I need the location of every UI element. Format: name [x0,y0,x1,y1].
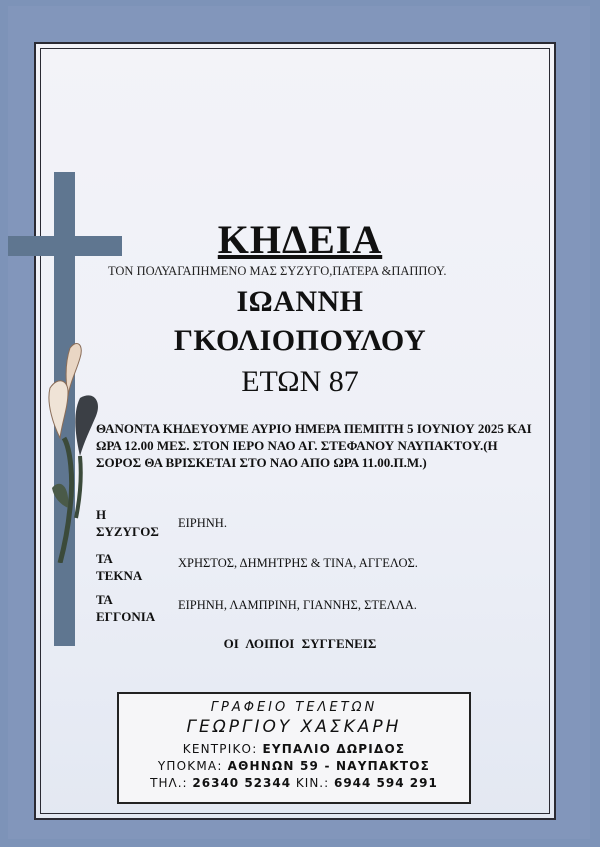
mourner-label-children: ΤΑ ΤΕΚΝΑ [96,551,143,583]
mourner-label-spouse: Η ΣΥΖΥΓΟΣ [96,507,159,539]
office-branch-address: ΥΠΟΚΜΑ: ΑΘΗΝΩΝ 59 - ΝΑΥΠΑΚΤΟΣ [157,759,431,773]
mourner-names-children: ΧΡΗΣΤΟΣ, ΔΗΜΗΤΡΗΣ & ΤΙΝΑ, ΑΓΓΕΛΟΣ. [178,556,418,570]
deceased-last-name: ΓΚΟΛΙΟΠΟΥΛΟΥ [173,324,427,357]
deceased-age: ΕΤΩΝ 87 [241,365,359,398]
notice-title: ΚΗΔΕΙΑ [217,217,383,262]
office-phones: ΤΗΛ.: 26340 52344 ΚΙΝ.: 6944 594 291 [150,776,438,790]
mourner-names-grandchildren: ΕΙΡΗΝΗ, ΛΑΜΠΡΙΝΗ, ΓΙΑΝΝΗΣ, ΣΤΕΛΛΑ. [178,598,417,612]
notice-subtitle: ΤΟΝ ΠΟΛΥΑΓΑΠΗΜΕΝΟ ΜΑΣ ΣΥΖΥΓΟ,ΠΑΤΕΡΑ &ΠΑΠΠΟΥ. [108,264,447,278]
other-relatives: ΟΙ ΛΟΙΠΟΙ ΣΥΓΓΕΝΕΙΣ [223,636,377,651]
deceased-first-name: ΙΩΑΝΝΗ [236,285,364,318]
mourner-label-grandchildren: ΤΑ ΕΓΓΟΝΙΑ [96,592,156,624]
funeral-office-box [117,692,471,804]
mourner-names-spouse: ΕΙΡΗΝΗ. [178,516,227,530]
office-name: ΓΕΩΡΓΙΟΥ ΧΑΣΚΑΡΗ [186,717,402,737]
office-main-address: ΚΕΝΤΡΙΚΟ: ΕΥΠΑΛΙΟ ΔΩΡΙΔΟΣ [182,742,406,756]
office-heading: ΓΡΑΦΕΙΟ ΤΕΛΕΤΩΝ [210,700,378,715]
funeral-announcement: ΘΑΝΟΝΤΑ ΚΗΔΕΥΟΥΜΕ ΑΥΡΙΟ ΗΜΕΡΑ ΠΕΜΠΤΗ 5 ΙΟΥΝΙΟΥ 2025 ΚΑΙ ΩΡΑ 12.00 ΜΕΣ. ΣΤΟΝ ΙΕΡΟ ΝΑΟ ΑΓ. ΣΤΕΦΑΝΟΥ ΝΑΥΠΑΚΤΟΥ.(Η ΣΟΡΟΣ ΘΑ ΒΡΙΣΚΕΤΑΙ ΣΤΟ ΝΑΟ ΑΠΟ ΩΡΑ 11.00.Π.Μ.) [96,421,532,470]
